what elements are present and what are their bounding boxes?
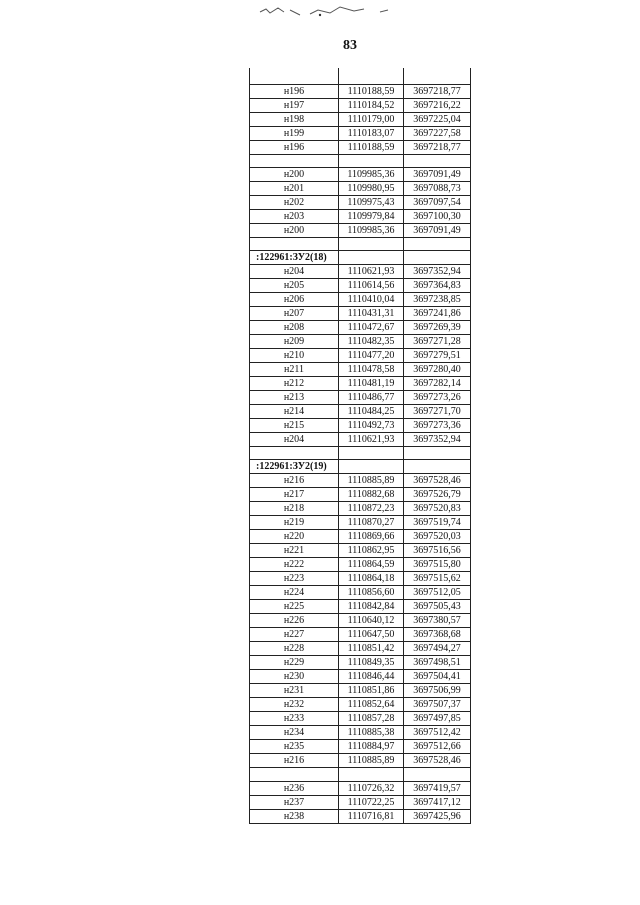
point-name: н236 (250, 781, 339, 795)
empty-cell (339, 251, 404, 265)
table-row (250, 84, 471, 98)
table-row (250, 726, 471, 740)
table-row (250, 405, 471, 419)
coord-x: 1110410,04 (339, 293, 404, 307)
coord-x: 1110431,31 (339, 307, 404, 321)
coord-y: 3697516,56 (404, 544, 471, 558)
coord-x: 1110722,25 (339, 795, 404, 809)
coord-y: 3697100,30 (404, 209, 471, 223)
table-row (250, 209, 471, 223)
coord-y: 3697280,40 (404, 363, 471, 377)
coord-x: 1110885,89 (339, 754, 404, 768)
table-row (250, 377, 471, 391)
table-row (250, 642, 471, 656)
table-row (250, 754, 471, 768)
coord-x: 1110486,77 (339, 391, 404, 405)
table-row (250, 809, 471, 823)
coord-y: 3697273,36 (404, 419, 471, 433)
point-name: н223 (250, 572, 339, 586)
coordinates-table-body (250, 68, 471, 823)
coord-y: 3697241,86 (404, 307, 471, 321)
point-name: н219 (250, 516, 339, 530)
table-row (250, 670, 471, 684)
table-row (250, 335, 471, 349)
table-row (250, 600, 471, 614)
point-name: н204 (250, 265, 339, 279)
coord-x: 1110852,64 (339, 698, 404, 712)
coord-x: 1110179,00 (339, 112, 404, 126)
coord-y: 3697504,41 (404, 670, 471, 684)
empty-cell (250, 447, 339, 460)
table-row (250, 433, 471, 447)
empty-cell (339, 768, 404, 781)
coord-x: 1110726,32 (339, 781, 404, 795)
table-row (250, 167, 471, 181)
point-name: н206 (250, 293, 339, 307)
coord-y: 3697417,12 (404, 795, 471, 809)
point-name: н200 (250, 167, 339, 181)
coord-x: 1110849,35 (339, 656, 404, 670)
table-row (250, 279, 471, 293)
coord-y: 3697380,57 (404, 614, 471, 628)
table-row (250, 112, 471, 126)
point-name: н207 (250, 307, 339, 321)
parcel-header-row (250, 460, 471, 474)
table-row (250, 698, 471, 712)
coord-x: 1110484,25 (339, 405, 404, 419)
coord-y: 3697528,46 (404, 754, 471, 768)
coord-y: 3697238,85 (404, 293, 471, 307)
coord-x: 1110856,60 (339, 586, 404, 600)
table-separator-row (250, 447, 471, 460)
point-name: н231 (250, 684, 339, 698)
coord-x: 1110621,93 (339, 265, 404, 279)
coord-y: 3697225,04 (404, 112, 471, 126)
table-row (250, 363, 471, 377)
table-row (250, 628, 471, 642)
parcel-number: :122961:ЗУ2(19) (250, 460, 339, 474)
point-name: н212 (250, 377, 339, 391)
coord-x: 1110851,42 (339, 642, 404, 656)
coord-y: 3697218,77 (404, 140, 471, 154)
point-name: н200 (250, 223, 339, 237)
coord-x: 1110870,27 (339, 516, 404, 530)
coord-x: 1109985,36 (339, 223, 404, 237)
point-name: н199 (250, 126, 339, 140)
point-name: н197 (250, 98, 339, 112)
point-name: н225 (250, 600, 339, 614)
coord-x: 1110882,68 (339, 488, 404, 502)
table-row (250, 474, 471, 488)
table-row (250, 740, 471, 754)
coord-y: 3697227,58 (404, 126, 471, 140)
point-name: н196 (250, 84, 339, 98)
coord-y: 3697216,22 (404, 98, 471, 112)
coord-y: 3697519,74 (404, 516, 471, 530)
coord-y: 3697218,77 (404, 84, 471, 98)
table-row (250, 181, 471, 195)
empty-cell (404, 237, 471, 250)
table-row (250, 419, 471, 433)
empty-cell (339, 447, 404, 460)
table-row (250, 586, 471, 600)
point-name: н232 (250, 698, 339, 712)
table-row (250, 98, 471, 112)
coord-x: 1110885,38 (339, 726, 404, 740)
table-row (250, 349, 471, 363)
coord-y: 3697506,99 (404, 684, 471, 698)
coord-y: 3697273,26 (404, 391, 471, 405)
table-row (250, 712, 471, 726)
coord-x: 1110842,84 (339, 600, 404, 614)
point-name: н205 (250, 279, 339, 293)
coord-y: 3697515,62 (404, 572, 471, 586)
coord-x: 1110184,52 (339, 98, 404, 112)
coord-x: 1110183,07 (339, 126, 404, 140)
coord-y: 3697352,94 (404, 265, 471, 279)
table-row (250, 502, 471, 516)
coord-y: 3697512,66 (404, 740, 471, 754)
coord-x: 1110621,93 (339, 433, 404, 447)
coord-y: 3697528,46 (404, 474, 471, 488)
parcel-number: :122961:ЗУ2(18) (250, 251, 339, 265)
point-name: н238 (250, 809, 339, 823)
coord-y: 3697269,39 (404, 321, 471, 335)
point-name: н218 (250, 502, 339, 516)
coord-y: 3697494,27 (404, 642, 471, 656)
point-name: н235 (250, 740, 339, 754)
coord-y: 3697097,54 (404, 195, 471, 209)
point-name: н233 (250, 712, 339, 726)
coord-x: 1110482,35 (339, 335, 404, 349)
point-name: н214 (250, 405, 339, 419)
table-row (250, 321, 471, 335)
coord-x: 1110846,44 (339, 670, 404, 684)
coord-x: 1110857,28 (339, 712, 404, 726)
coord-x: 1110647,50 (339, 628, 404, 642)
point-name: н213 (250, 391, 339, 405)
coord-x: 1110640,12 (339, 614, 404, 628)
point-name: н210 (250, 349, 339, 363)
table-row (250, 140, 471, 154)
point-name: н209 (250, 335, 339, 349)
table-row (250, 544, 471, 558)
table-separator-row (250, 154, 471, 167)
table-row (250, 781, 471, 795)
coord-x: 1110862,95 (339, 544, 404, 558)
scan-artifact-mark (250, 4, 420, 18)
coord-x: 1110477,20 (339, 349, 404, 363)
table-separator-row (250, 237, 471, 250)
table-top-row (250, 68, 471, 84)
point-name: н227 (250, 628, 339, 642)
parcel-header-row (250, 251, 471, 265)
table-row (250, 293, 471, 307)
coord-x: 1110884,97 (339, 740, 404, 754)
point-name: н226 (250, 614, 339, 628)
empty-cell (250, 154, 339, 167)
point-name: н222 (250, 558, 339, 572)
coord-y: 3697364,83 (404, 279, 471, 293)
coordinates-table (249, 68, 471, 824)
coord-y: 3697368,68 (404, 628, 471, 642)
coord-y: 3697497,85 (404, 712, 471, 726)
point-name: н208 (250, 321, 339, 335)
coord-x: 1110869,66 (339, 530, 404, 544)
coord-x: 1110472,67 (339, 321, 404, 335)
table-separator-row (250, 768, 471, 781)
coord-y: 3697279,51 (404, 349, 471, 363)
coord-x: 1110885,89 (339, 474, 404, 488)
point-name: н217 (250, 488, 339, 502)
empty-cell (339, 154, 404, 167)
table-row (250, 516, 471, 530)
point-name: н230 (250, 670, 339, 684)
coord-x: 1109980,95 (339, 181, 404, 195)
point-name: н202 (250, 195, 339, 209)
coord-y: 3697520,03 (404, 530, 471, 544)
point-name: н201 (250, 181, 339, 195)
table-row (250, 572, 471, 586)
point-name: н203 (250, 209, 339, 223)
empty-cell (250, 68, 339, 84)
coord-y: 3697271,70 (404, 405, 471, 419)
coord-y: 3697507,37 (404, 698, 471, 712)
coord-x: 1110716,81 (339, 809, 404, 823)
coord-x: 1110872,23 (339, 502, 404, 516)
empty-cell (339, 237, 404, 250)
empty-cell (404, 447, 471, 460)
table-row (250, 614, 471, 628)
coord-y: 3697419,57 (404, 781, 471, 795)
point-name: н198 (250, 112, 339, 126)
empty-cell (339, 460, 404, 474)
empty-cell (339, 68, 404, 84)
point-name: н216 (250, 474, 339, 488)
coord-y: 3697512,05 (404, 586, 471, 600)
table-row (250, 307, 471, 321)
coord-y: 3697091,49 (404, 223, 471, 237)
coord-y: 3697352,94 (404, 433, 471, 447)
coord-x: 1110864,18 (339, 572, 404, 586)
point-name: н216 (250, 754, 339, 768)
coord-x: 1110481,19 (339, 377, 404, 391)
coord-y: 3697505,43 (404, 600, 471, 614)
point-name: н237 (250, 795, 339, 809)
coord-y: 3697526,79 (404, 488, 471, 502)
coord-y: 3697282,14 (404, 377, 471, 391)
table-row (250, 656, 471, 670)
coord-x: 1110614,56 (339, 279, 404, 293)
table-row (250, 684, 471, 698)
coord-y: 3697425,96 (404, 809, 471, 823)
point-name: н234 (250, 726, 339, 740)
table-row (250, 126, 471, 140)
coord-x: 1109979,84 (339, 209, 404, 223)
coord-x: 1110492,73 (339, 419, 404, 433)
coord-y: 3697512,42 (404, 726, 471, 740)
point-name: н196 (250, 140, 339, 154)
page-number: 83 (343, 38, 357, 53)
coord-x: 1110188,59 (339, 84, 404, 98)
point-name: н211 (250, 363, 339, 377)
table-row (250, 795, 471, 809)
point-name: н220 (250, 530, 339, 544)
empty-cell (404, 768, 471, 781)
empty-cell (250, 768, 339, 781)
table-row (250, 391, 471, 405)
coord-y: 3697520,83 (404, 502, 471, 516)
coord-y: 3697271,28 (404, 335, 471, 349)
empty-cell (404, 68, 471, 84)
point-name: н215 (250, 419, 339, 433)
point-name: н221 (250, 544, 339, 558)
table-row (250, 265, 471, 279)
empty-cell (404, 251, 471, 265)
table-row (250, 223, 471, 237)
empty-cell (404, 460, 471, 474)
coord-x: 1110478,58 (339, 363, 404, 377)
point-name: н224 (250, 586, 339, 600)
empty-cell (404, 154, 471, 167)
table-row (250, 488, 471, 502)
coord-x: 1110864,59 (339, 558, 404, 572)
coord-y: 3697091,49 (404, 167, 471, 181)
coord-x: 1110851,86 (339, 684, 404, 698)
coord-y: 3697498,51 (404, 656, 471, 670)
table-row (250, 558, 471, 572)
empty-cell (250, 237, 339, 250)
coord-x: 1109975,43 (339, 195, 404, 209)
table-row (250, 195, 471, 209)
point-name: н204 (250, 433, 339, 447)
point-name: н229 (250, 656, 339, 670)
table-row (250, 530, 471, 544)
coord-y: 3697515,80 (404, 558, 471, 572)
coord-y: 3697088,73 (404, 181, 471, 195)
coord-x: 1109985,36 (339, 167, 404, 181)
point-name: н228 (250, 642, 339, 656)
coord-x: 1110188,59 (339, 140, 404, 154)
